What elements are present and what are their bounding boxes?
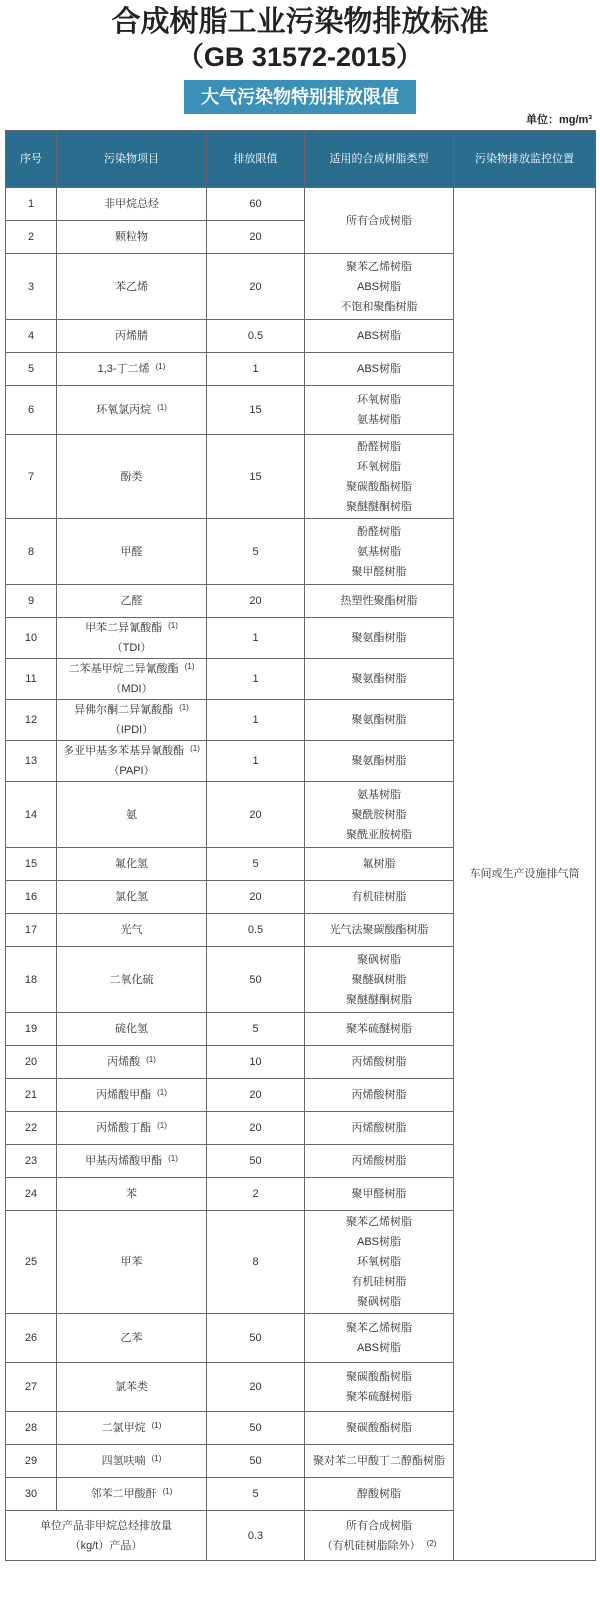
pollutant-name-line [96, 1089, 167, 1101]
cell-pollutant [57, 353, 207, 386]
resin-type-line: 醇酸树脂 [357, 1488, 401, 1500]
resin-type-line: ABS树脂 [356, 1342, 401, 1354]
cell-pollutant [57, 320, 207, 353]
cell-no: 17 [6, 914, 57, 947]
cell-no: 3 [6, 254, 57, 320]
cell-limit: 0.5 [207, 320, 305, 353]
pollutant-name: 乙苯 [120, 1332, 143, 1344]
resin-type-line: 环氧树脂 [357, 460, 401, 473]
pollutant-name: 氯化氢 [115, 891, 148, 903]
pollutant-name: 二氯甲烷 [101, 1422, 146, 1434]
cell-limit: 15 [207, 435, 305, 519]
cell-pollutant [57, 585, 207, 618]
document-title: 合成树脂工业污染物排放标准 [111, 6, 489, 38]
cell-resin-type [305, 320, 454, 353]
cell-no: 22 [6, 1112, 57, 1145]
cell-limit: 10 [207, 1046, 305, 1079]
resin-type-line: 聚碳酸酯树脂 [346, 1422, 412, 1434]
pollutant-name: 颗粒物 [115, 231, 148, 243]
resin-type-line: 丙烯酸树脂 [351, 1155, 407, 1167]
resin-type-line: 聚甲醛树脂 [351, 1188, 407, 1200]
cell-limit: 2 [207, 1178, 305, 1211]
cell-no: 29 [6, 1445, 57, 1478]
cell-pollutant [57, 782, 207, 848]
pollutant-name: 氟化氢 [115, 858, 148, 870]
cell-no: 13 [6, 741, 57, 782]
note-marker: (1) [162, 1487, 173, 1496]
cell-pollutant [57, 188, 207, 221]
pollutant-name: 1,3-丁二烯 [97, 363, 150, 375]
document-subtitle: （GB 31572-2015） [176, 42, 424, 72]
pollutant-name-line [61, 741, 202, 761]
resin-type-line: 聚醚醚酮树脂 [346, 500, 412, 513]
pollutant-name: 四氢呋喃 [101, 1455, 146, 1467]
cell-resin-type [305, 700, 454, 741]
cell-resin-type [305, 881, 454, 914]
note-marker: (1) [179, 703, 189, 712]
cell-no: 12 [6, 700, 57, 741]
cell-limit: 20 [207, 585, 305, 618]
resin-type-line: 酚醛树脂 [357, 440, 401, 453]
pollutant-name-line [96, 1122, 167, 1134]
cell-no: 19 [6, 1013, 57, 1046]
pollutant-name-line [98, 363, 166, 375]
cell-pollutant [57, 386, 207, 435]
cell-limit: 50 [207, 1145, 305, 1178]
cell-no: 18 [6, 947, 57, 1013]
cell-resin-type [305, 947, 454, 1013]
resin-type-line: 环氧树脂 [357, 394, 401, 406]
cell-resin-type [305, 1013, 454, 1046]
resin-type-line: ABS树脂 [356, 1236, 401, 1248]
cell-pollutant [57, 1478, 207, 1511]
cell-pollutant [57, 848, 207, 881]
cell-resin-type [305, 1412, 454, 1445]
header-no: 序号 [6, 131, 57, 188]
cell-pollutant [57, 881, 207, 914]
cell-pollutant [57, 254, 207, 320]
note-marker: (1) [168, 621, 178, 630]
unit-label: 单位：mg/m³ [526, 114, 592, 126]
cell-limit: 15 [207, 386, 305, 435]
cell-no: 9 [6, 585, 57, 618]
pollutant-name: 丙烯酸甲酯 [96, 1089, 152, 1101]
resin-type-line: 聚氨酯树脂 [351, 673, 407, 685]
pollutant-name: 丙烯腈 [115, 330, 148, 342]
cell-no: 8 [6, 519, 57, 585]
cell-pollutant [57, 1013, 207, 1046]
cell-limit: 5 [207, 519, 305, 585]
cell-pollutant [57, 1363, 207, 1412]
resin-type-line: 聚苯乙烯树脂 [346, 260, 412, 273]
cell-resin-type [305, 254, 454, 320]
pollutant-name-line [61, 659, 202, 679]
resin-type-line: 聚碳酸酯树脂 [346, 480, 412, 493]
cell-no: 26 [6, 1314, 57, 1363]
resin-type-line: 丙烯酸树脂 [351, 1056, 407, 1068]
pollutant-name-line [61, 618, 202, 638]
note-marker: (1) [184, 662, 195, 671]
cell-no: 15 [6, 848, 57, 881]
cell-no: 1 [6, 188, 57, 221]
cell-pollutant [57, 1445, 207, 1478]
resin-type-line: 氟树脂 [362, 858, 396, 870]
cell-resin-type [305, 1145, 454, 1178]
pollutant-name: 乙醛 [120, 595, 143, 607]
resin-type-line-wrap [309, 1536, 449, 1556]
pollutant-name: 环氧氯丙烷 [96, 404, 152, 416]
cell-resin-type [305, 519, 454, 585]
pollutant-name: 苯 [126, 1188, 137, 1200]
cell-limit: 50 [207, 1412, 305, 1445]
cell-resin-type [305, 1046, 454, 1079]
resin-type-line: 聚酰胺树脂 [351, 808, 407, 821]
cell-resin-type [305, 1314, 454, 1363]
cell-limit: 1 [207, 659, 305, 700]
cell-limit: 20 [207, 1112, 305, 1145]
cell-limit: 20 [207, 221, 305, 254]
cell-resin-type [305, 659, 454, 700]
pollutant-name: 氯苯类 [115, 1381, 148, 1393]
resin-type-line: 聚对苯二甲酸丁二醇酯树脂 [313, 1455, 445, 1467]
cell-no: 20 [6, 1046, 57, 1079]
cell-resin-type [305, 1178, 454, 1211]
cell-resin-type [305, 848, 454, 881]
pollutant-name: 酚类 [120, 470, 143, 483]
pollutant-abbrev: （TDI） [111, 642, 152, 654]
cell-pollutant [57, 659, 207, 700]
pollutant-abbrev: （IPDI） [109, 724, 154, 736]
note-marker: (1) [146, 1055, 156, 1064]
note-marker: (1) [157, 403, 167, 412]
cell-resin-type [305, 1445, 454, 1478]
resin-type-line: ABS树脂 [356, 280, 401, 293]
resin-type-line: 所有合成树脂 [346, 1519, 412, 1532]
cell-pollutant [57, 1112, 207, 1145]
cell-resin-type [305, 1478, 454, 1511]
cell-no: 10 [6, 618, 57, 659]
resin-type-line: 有机硅树脂 [351, 891, 407, 903]
cell-resin-type [305, 782, 454, 848]
pollutant-name-line [102, 1455, 162, 1467]
cell-limit: 5 [207, 1013, 305, 1046]
cell-limit: 20 [207, 782, 305, 848]
cell-limit: 1 [207, 618, 305, 659]
resin-type-line: 聚甲醛树脂 [351, 565, 407, 578]
resin-type-line: 聚氨酯树脂 [351, 632, 407, 644]
table-body [6, 188, 596, 1561]
cell-resin-type [305, 741, 454, 782]
resin-type-line: ABS树脂 [356, 330, 401, 342]
cell-no: 21 [6, 1079, 57, 1112]
resin-type-line: 酚醛树脂 [357, 525, 401, 538]
resin-type-line: 聚酰亚胺树脂 [346, 828, 412, 841]
cell-pollutant [57, 741, 207, 782]
pollutant-name-line [107, 1056, 156, 1068]
resin-type-line: 有机硅树脂 [351, 1276, 407, 1288]
resin-type-line: 氨基树脂 [357, 414, 401, 426]
cell-pollutant [57, 1412, 207, 1445]
cell-no: 28 [6, 1412, 57, 1445]
resin-type-line: 丙烯酸树脂 [351, 1089, 407, 1101]
resin-exception: （有机硅树脂除外） [321, 1539, 421, 1552]
pollutant-name-line [85, 1155, 178, 1167]
pollutant-name: 甲醛 [120, 545, 143, 558]
header-pollutant: 污染物项目 [57, 131, 207, 188]
cell-limit: 50 [207, 1445, 305, 1478]
resin-type-line: 聚苯乙烯树脂 [346, 1216, 412, 1228]
cell-no: 14 [6, 782, 57, 848]
pollutant-abbrev: （PAPI） [108, 765, 155, 777]
cell-limit: 8 [207, 1211, 305, 1314]
resin-type-line: 聚醚醚酮树脂 [346, 993, 412, 1006]
cell-resin-type [305, 914, 454, 947]
cell-resin-type [305, 353, 454, 386]
note-marker: (1) [157, 1088, 167, 1097]
pollutant-name: 硫化氢 [115, 1023, 148, 1035]
cell-no: 27 [6, 1363, 57, 1412]
cell-limit: 20 [207, 881, 305, 914]
resin-type-line: 聚醚砜树脂 [351, 973, 407, 986]
pollutant-name: 非甲烷总烃 [104, 198, 159, 210]
note-marker: (1) [151, 1421, 162, 1430]
cell-pollutant [57, 1145, 207, 1178]
cell-limit: 50 [207, 947, 305, 1013]
pollutant-name-line [61, 700, 202, 720]
pollutant-name: 丙烯酸 [107, 1056, 141, 1068]
cell-no: 4 [6, 320, 57, 353]
cell-pollutant [57, 1046, 207, 1079]
note-marker: (1) [190, 744, 200, 753]
cell-no: 24 [6, 1178, 57, 1211]
cell-limit: 20 [207, 1079, 305, 1112]
cell-pollutant [57, 519, 207, 585]
resin-type-line: 聚碳酸酯树脂 [346, 1371, 412, 1383]
resin-type-line: ABS树脂 [356, 363, 401, 375]
pollutant-name: 异佛尔酮二异氰酸酯 [74, 704, 174, 716]
cell-summary-label [6, 1511, 207, 1561]
pollutant-name: 邻苯二甲酸酐 [90, 1488, 157, 1500]
note-marker: (1) [168, 1154, 178, 1163]
note-marker: (1) [151, 1454, 162, 1463]
resin-type-line: 聚苯硫醚树脂 [346, 1023, 412, 1035]
cell-resin-type [305, 1079, 454, 1112]
resin-type-line: 聚苯乙烯树脂 [346, 1322, 412, 1334]
header-monitor-location: 污染物排放监控位置 [454, 131, 596, 188]
pollutant-name: 二氧化硫 [109, 973, 154, 986]
note-marker: (2) [426, 1538, 437, 1548]
cell-no: 16 [6, 881, 57, 914]
cell-no: 5 [6, 353, 57, 386]
cell-no: 2 [6, 221, 57, 254]
cell-resin-type: 所有合成树脂 [305, 188, 454, 254]
resin-type-line: 氨基树脂 [357, 545, 401, 558]
resin-type-line: 环氧树脂 [357, 1256, 401, 1268]
resin-type-line: 热塑性聚酯树脂 [340, 595, 418, 607]
resin-type-line: 聚苯硫醚树脂 [346, 1391, 412, 1403]
cell-resin-type [305, 585, 454, 618]
pollutant-abbrev: （MDI） [110, 683, 153, 695]
resin-type-line: 不饱和聚酯树脂 [340, 300, 418, 313]
pollutant-name: 苯乙烯 [115, 280, 148, 293]
pollutant-name-line [96, 404, 167, 416]
resin-type-line: 氨基树脂 [357, 788, 401, 801]
cell-limit: 60 [207, 188, 305, 221]
note-marker: (1) [155, 362, 166, 371]
cell-no: 23 [6, 1145, 57, 1178]
pollutant-name: 氨 [126, 808, 137, 821]
cell-limit: 20 [207, 1363, 305, 1412]
pollutant-name-line [91, 1488, 173, 1500]
pollutant-name-line [102, 1422, 162, 1434]
pollutant-name: 丙烯酸丁酯 [96, 1122, 152, 1134]
cell-no: 25 [6, 1211, 57, 1314]
cell-pollutant [57, 947, 207, 1013]
cell-no: 7 [6, 435, 57, 519]
cell-limit: 1 [207, 353, 305, 386]
cell-pollutant [57, 435, 207, 519]
pollutant-name: 二苯基甲烷二异氰酸酯 [68, 663, 179, 675]
cell-no: 6 [6, 386, 57, 435]
cell-pollutant [57, 1211, 207, 1314]
header-limit: 排放限值 [207, 131, 305, 188]
cell-resin-type [305, 1363, 454, 1412]
resin-type-line: 聚砜树脂 [357, 953, 401, 966]
section-banner: 大气污染物特别排放限值 [184, 80, 416, 114]
cell-limit: 1 [207, 741, 305, 782]
cell-limit: 20 [207, 254, 305, 320]
cell-no: 30 [6, 1478, 57, 1511]
cell-limit: 1 [207, 700, 305, 741]
header-resin-type: 适用的合成树脂类型 [305, 131, 454, 188]
cell-limit: 0.5 [207, 914, 305, 947]
resin-type-line: 聚砜树脂 [357, 1296, 401, 1308]
cell-pollutant [57, 914, 207, 947]
pollutant-name: 甲苯二异氰酸酯 [85, 622, 163, 634]
pollutant-name: 光气 [120, 924, 143, 936]
cell-limit: 5 [207, 848, 305, 881]
cell-resin-type [305, 1211, 454, 1314]
pollutant-name: 甲基丙烯酸甲酯 [85, 1155, 163, 1167]
cell-pollutant [57, 618, 207, 659]
cell-limit: 5 [207, 1478, 305, 1511]
cell-pollutant [57, 700, 207, 741]
cell-summary-resin [305, 1511, 454, 1561]
resin-type-line: 光气法聚碳酸酯树脂 [329, 924, 429, 936]
cell-pollutant [57, 1178, 207, 1211]
note-marker: (1) [157, 1121, 167, 1130]
emission-limits-table [5, 130, 596, 1561]
cell-resin-type [305, 386, 454, 435]
table-header-row [6, 131, 596, 188]
cell-resin-type [305, 618, 454, 659]
cell-summary-limit: 0.3 [207, 1511, 305, 1561]
summary-name: 单位产品非甲烷总烃排放量 [40, 1519, 172, 1532]
pollutant-name: 甲苯 [120, 1256, 143, 1268]
cell-pollutant [57, 1079, 207, 1112]
cell-resin-type [305, 1112, 454, 1145]
resin-type-line: 丙烯酸树脂 [351, 1122, 407, 1134]
table-row [6, 188, 596, 221]
pollutant-name: 多亚甲基多苯基异氰酸酯 [63, 745, 185, 757]
cell-monitor-location: 车间或生产设施排气筒 [454, 188, 596, 1561]
cell-no: 11 [6, 659, 57, 700]
summary-unit: （kg/t）产品） [69, 1539, 143, 1552]
cell-pollutant [57, 1314, 207, 1363]
resin-type-line: 聚氨酯树脂 [351, 755, 407, 767]
resin-type-line: 聚氨酯树脂 [351, 714, 407, 726]
cell-pollutant [57, 221, 207, 254]
cell-limit: 50 [207, 1314, 305, 1363]
cell-resin-type [305, 435, 454, 519]
